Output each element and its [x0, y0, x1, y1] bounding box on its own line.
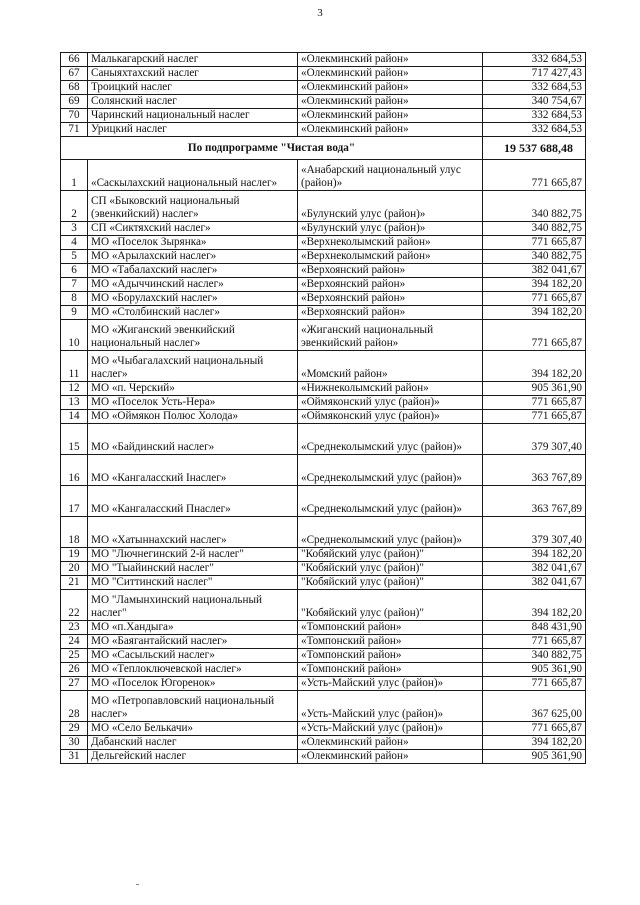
district-name: «Томпонский район» [298, 663, 483, 677]
district-name: «Среднеколымский улус (район)» [298, 424, 483, 455]
table-row [61, 382, 586, 396]
settlement-name: «Саскылахский национальный наслег» [88, 160, 298, 191]
table-row [61, 292, 586, 306]
table-row [61, 53, 586, 67]
amount: 340 882,75 [483, 191, 586, 222]
amount: 771 665,87 [483, 160, 586, 191]
district-name: «Олекминский район» [298, 750, 483, 764]
district-name: «Олекминский район» [298, 81, 483, 95]
district-name: «Среднеколымский улус (район)» [298, 455, 483, 486]
settlement-name: Чаринский национальный наслег [88, 109, 298, 123]
row-number: 7 [61, 278, 88, 292]
amount: 382 041,67 [483, 562, 586, 576]
amount: 394 182,20 [483, 278, 586, 292]
amount: 771 665,87 [483, 722, 586, 736]
row-number: 13 [61, 396, 88, 410]
settlement-name: Урицкий наслег [88, 123, 298, 137]
amount: 394 182,20 [483, 351, 586, 382]
row-number: 15 [61, 424, 88, 455]
amount: 394 182,20 [483, 548, 586, 562]
amount: 379 307,40 [483, 517, 586, 548]
settlement-name: Дабанский наслег [88, 736, 298, 750]
table-row [61, 576, 586, 590]
table-row [61, 351, 586, 382]
district-name: "Кобяйский улус (район)" [298, 590, 483, 621]
table-row [61, 191, 586, 222]
settlement-name: Саныяхтахский наслег [88, 67, 298, 81]
district-name: «Оймяконский улус (район)» [298, 396, 483, 410]
district-name: «Олекминский район» [298, 95, 483, 109]
settlement-name: МО «Теплоключевской наслег» [88, 663, 298, 677]
table-row [61, 123, 586, 137]
row-number: 6 [61, 264, 88, 278]
amount: 340 882,75 [483, 250, 586, 264]
settlement-name: МО «Оймякон Полюс Холода» [88, 410, 298, 424]
amount: 332 684,53 [483, 81, 586, 95]
row-number: 2 [61, 191, 88, 222]
amount: 340 754,67 [483, 95, 586, 109]
amount: 363 767,89 [483, 486, 586, 517]
settlement-name: СП «Сиктяхский наслег» [88, 222, 298, 236]
row-number: 25 [61, 649, 88, 663]
row-number: 22 [61, 590, 88, 621]
settlement-name: МО «п.Хандыга» [88, 621, 298, 635]
settlement-name: Солянский наслег [88, 95, 298, 109]
district-name: «Олекминский район» [298, 53, 483, 67]
amount: 382 041,67 [483, 576, 586, 590]
settlement-name: МО «Поселок Усть-Нера» [88, 396, 298, 410]
settlement-name: МО "Тыайинский наслег" [88, 562, 298, 576]
table-row [61, 635, 586, 649]
amount: 905 361,90 [483, 750, 586, 764]
table-row [61, 548, 586, 562]
amount: 332 684,53 [483, 123, 586, 137]
table-row [61, 691, 586, 722]
table-row [61, 222, 586, 236]
district-name: «Олекминский район» [298, 736, 483, 750]
settlement-name: МО «Кангаласский Iнаслег» [88, 455, 298, 486]
row-number: 16 [61, 455, 88, 486]
settlement-name: МО «Кангаласский Пнаслег» [88, 486, 298, 517]
amount: 771 665,87 [483, 320, 586, 351]
amount: 771 665,87 [483, 396, 586, 410]
row-number: 71 [61, 123, 88, 137]
row-number: 12 [61, 382, 88, 396]
table-row [61, 750, 586, 764]
table-row [61, 81, 586, 95]
settlement-name: МО "Лючнегинский 2-й наслег" [88, 548, 298, 562]
amount: 717 427,43 [483, 67, 586, 81]
settlement-name: МО «Арылахский наслег» [88, 250, 298, 264]
settlement-name: МО «п. Черский» [88, 382, 298, 396]
district-name: «Верхоянский район» [298, 264, 483, 278]
settlement-name: МО «Поселок Югоренок» [88, 677, 298, 691]
settlement-name: МО «Столбинский наслег» [88, 306, 298, 320]
row-number: 69 [61, 95, 88, 109]
district-name: «Среднеколымский улус (район)» [298, 517, 483, 548]
settlement-name: МО "Ситтинский наслег" [88, 576, 298, 590]
district-name: «Верхнеколымский район» [298, 236, 483, 250]
row-number: 29 [61, 722, 88, 736]
table-row [61, 590, 586, 621]
row-number: 23 [61, 621, 88, 635]
section-header [61, 137, 586, 160]
table-row [61, 649, 586, 663]
row-number: 9 [61, 306, 88, 320]
table-row [61, 264, 586, 278]
district-name: «Верхоянский район» [298, 306, 483, 320]
row-number: 26 [61, 663, 88, 677]
table-row [61, 455, 586, 486]
settlement-name: МО «Село Белькачи» [88, 722, 298, 736]
district-name: «Олекминский район» [298, 109, 483, 123]
row-number: 21 [61, 576, 88, 590]
row-number: 1 [61, 160, 88, 191]
row-number: 67 [61, 67, 88, 81]
row-number: 5 [61, 250, 88, 264]
row-number: 3 [61, 222, 88, 236]
row-number: 14 [61, 410, 88, 424]
row-number: 17 [61, 486, 88, 517]
settlement-name: МО «Адыччинский наслег» [88, 278, 298, 292]
amount: 771 665,87 [483, 677, 586, 691]
district-name: «Среднеколымский улус (район)» [298, 486, 483, 517]
table-row [61, 236, 586, 250]
row-number: 31 [61, 750, 88, 764]
district-name: «Верхнеколымский район» [298, 250, 483, 264]
allocation-table [60, 52, 586, 764]
table-row [61, 95, 586, 109]
table-row [61, 722, 586, 736]
row-number: 10 [61, 320, 88, 351]
district-name: «Олекминский район» [298, 123, 483, 137]
district-name: "Кобяйский улус (район)" [298, 548, 483, 562]
table-row [61, 562, 586, 576]
district-name: «Булунский улус (район)» [298, 222, 483, 236]
row-number: 68 [61, 81, 88, 95]
settlement-name: МО «Чыбагалахский национальный наслег» [88, 351, 298, 382]
row-number: 20 [61, 562, 88, 576]
table-row [61, 67, 586, 81]
amount: 905 361,90 [483, 382, 586, 396]
amount: 367 625,00 [483, 691, 586, 722]
district-name: «Усть-Майский улус (район)» [298, 722, 483, 736]
district-name: «Усть-Майский улус (район)» [298, 691, 483, 722]
row-number: 24 [61, 635, 88, 649]
amount: 771 665,87 [483, 410, 586, 424]
amount: 340 882,75 [483, 222, 586, 236]
settlement-name: МО «Сасыльский наслег» [88, 649, 298, 663]
row-number: 11 [61, 351, 88, 382]
settlement-name: МО «Петропавловский национальный наслег» [88, 691, 298, 722]
table-row [61, 736, 586, 750]
section-row [61, 137, 586, 160]
district-name: «Томпонский район» [298, 635, 483, 649]
district-name: «Олекминский район» [298, 67, 483, 81]
row-number: 4 [61, 236, 88, 250]
table-row [61, 396, 586, 410]
district-name: "Кобяйский улус (район)" [298, 562, 483, 576]
row-number: 30 [61, 736, 88, 750]
district-name: "Кобяйский улус (район)" [298, 576, 483, 590]
section-title: По подпрограмме "Чистая вода" [61, 137, 483, 160]
settlement-name: МО «Хатыннахский наслег» [88, 517, 298, 548]
district-name: «Оймяконский улус (район)» [298, 410, 483, 424]
table-body-main [61, 160, 586, 764]
settlement-name: Дельгейский наслег [88, 750, 298, 764]
amount: 332 684,53 [483, 53, 586, 67]
amount: 771 665,87 [483, 292, 586, 306]
table-row [61, 306, 586, 320]
row-number: 27 [61, 677, 88, 691]
settlement-name: МО «Жиганский эвенкийский национальный наслег» [88, 320, 298, 351]
scan-artifact [136, 884, 139, 885]
amount: 394 182,20 [483, 736, 586, 750]
row-number: 19 [61, 548, 88, 562]
table-row [61, 410, 586, 424]
amount: 771 665,87 [483, 236, 586, 250]
district-name: «Томпонский район» [298, 621, 483, 635]
table-row [61, 677, 586, 691]
table-row [61, 424, 586, 455]
district-name: «Верхоянский район» [298, 278, 483, 292]
table-body-top [61, 53, 586, 137]
district-name: «Анабарский национальный улус (район)» [298, 160, 483, 191]
district-name: «Момский район» [298, 351, 483, 382]
amount: 848 431,90 [483, 621, 586, 635]
row-number: 70 [61, 109, 88, 123]
amount: 340 882,75 [483, 649, 586, 663]
district-name: «Жиганский национальный эвенкийский район» [298, 320, 483, 351]
table-row [61, 621, 586, 635]
table-row [61, 486, 586, 517]
amount: 905 361,90 [483, 663, 586, 677]
district-name: «Нижнеколымский район» [298, 382, 483, 396]
amount: 379 307,40 [483, 424, 586, 455]
settlement-name: МО «Баягантайский наслег» [88, 635, 298, 649]
table-row [61, 320, 586, 351]
amount: 382 041,67 [483, 264, 586, 278]
amount: 394 182,20 [483, 590, 586, 621]
section-total: 19 537 688,48 [483, 137, 586, 160]
table-row [61, 250, 586, 264]
settlement-name: МО "Ламынхинский национальный наслег" [88, 590, 298, 621]
settlement-name: МО «Борулахский наслег» [88, 292, 298, 306]
district-name: «Верхоянский район» [298, 292, 483, 306]
table-row [61, 517, 586, 548]
district-name: «Булунский улус (район)» [298, 191, 483, 222]
amount: 332 684,53 [483, 109, 586, 123]
row-number: 28 [61, 691, 88, 722]
settlement-name: Троицкий наслег [88, 81, 298, 95]
amount: 394 182,20 [483, 306, 586, 320]
district-name: «Томпонский район» [298, 649, 483, 663]
table-row [61, 160, 586, 191]
settlement-name: МО «Табалахский наслег» [88, 264, 298, 278]
settlement-name: Малькагарский наслег [88, 53, 298, 67]
row-number: 66 [61, 53, 88, 67]
district-name: «Усть-Майский улус (район)» [298, 677, 483, 691]
row-number: 18 [61, 517, 88, 548]
row-number: 8 [61, 292, 88, 306]
amount: 771 665,87 [483, 635, 586, 649]
settlement-name: МО «Поселок Зырянка» [88, 236, 298, 250]
amount: 363 767,89 [483, 455, 586, 486]
table-row [61, 663, 586, 677]
page-number: 3 [317, 7, 323, 19]
table-row [61, 109, 586, 123]
table-row [61, 278, 586, 292]
settlement-name: СП «Быковский национальный (эвенкийский) наслег» [88, 191, 298, 222]
settlement-name: МО «Байдинский наслег» [88, 424, 298, 455]
